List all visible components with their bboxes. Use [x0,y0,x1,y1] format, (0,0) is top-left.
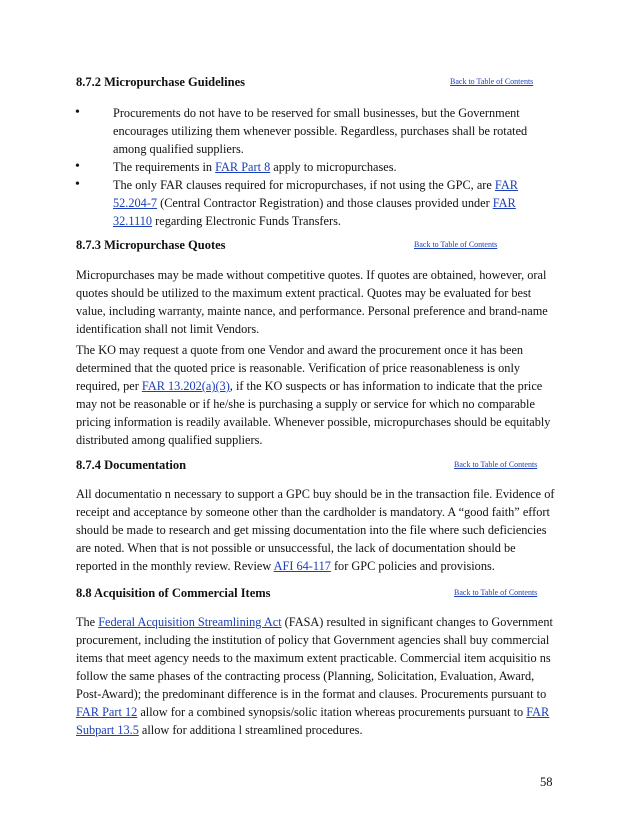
section-874-title: 8.7.4 Documentation [76,458,187,472]
s873-p1-line-1: Micropurchases may be made without competitive quotes. If quotes are obtained, however, oral [76,268,547,282]
s88-line-2: procurement, including the institution of policy that Government agencies shall buy commercial [76,633,550,647]
section-873-heading [76,238,566,256]
far-52-204-7-link[interactable]: FAR [494,178,518,192]
bullet-dot: • [75,105,80,120]
s873-p1-line-4: identification shall not limit Vendors. [76,322,260,336]
bullet-2-line [113,158,397,176]
s88-text: allow for additiona l streamlined procedures. [138,723,363,737]
s873-p2-line-4: may not be reasonable or if he/she is purchasing a supply or service for which no comparable [76,397,535,411]
section-88-heading [76,586,566,604]
s88-text: allow for a combined synopsis/solic itation whereas procurements pursuant to [137,705,527,719]
s88-line-3: items that meet agency needs to the maximum extent practicable. Commercial item acquisitio ns [76,651,551,665]
s874-line-3: should be made to research and get missing documentation into the file where such deficiencies [76,523,547,537]
far-subpart-13-5-link[interactable]: FAR [526,705,550,719]
bullet-3-line-1 [113,176,518,194]
s873-p2-line-1: The KO may request a quote from one Vendor and award the procurement once it has been [76,343,524,357]
bullet-3-text: The only FAR clauses required for micropurchases, if not using the GPC, are [113,178,495,192]
s88-line-6 [76,703,549,721]
bullet-1-line-2: encourages utilizing them whenever possible. Regardless, purchases shall be rotated [113,124,528,138]
s874-line-4: are noted. When that is not possible or unsuccessful, the lack of documentation should be [76,541,516,555]
bullet-3-text: regarding Electronic Funds Transfers. [152,214,341,228]
bullet-dot: • [75,159,80,174]
s88-line-1 [76,613,553,631]
section-873-title: 8.7.3 Micropurchase Quotes [76,238,226,252]
page-number: 58 [540,775,553,789]
s873-p2-text: , if the KO suspects or has information to indicate that the price [229,379,543,393]
far-subpart-13-5-link[interactable]: Subpart 13.5 [76,723,139,737]
section-874-heading [76,458,566,476]
bullet-1-line-3: among qualified suppliers. [113,142,244,156]
back-to-toc-link-873[interactable]: Back to Table of Contents [414,240,498,249]
s874-line-5 [76,557,495,575]
section-872-heading [76,75,566,93]
far-part-12-link[interactable]: FAR Part 12 [76,705,138,719]
far-13-202-link[interactable]: FAR 13.202(a)(3) [141,379,230,393]
s873-p2-line-2: determined that the quoted price is reasonable. Verification of price reasonableness is only [76,361,521,375]
s873-p1-line-2: quotes should be utilized to the maximum extent practical. Quotes may be evaluated for best [76,286,532,300]
s88-line-7 [76,721,363,739]
bullet-3-line-2 [113,194,516,212]
s88-line-4: follow the same phases of the contracting process (Planning, Solicitation, Evaluation, Award, [76,669,535,683]
s874-text: for GPC policies and provisions. [330,559,495,573]
s874-line-1: All documentatio n necessary to support a GPC buy should be in the transaction file. Evidence of [76,487,555,501]
bullet-3-line-3 [113,212,341,230]
far-32-1110-link[interactable]: FAR [492,196,516,210]
s874-line-2: receipt and acceptance by someone other than the cardholder is mandatory. A “good faith” effort [76,505,550,519]
far-32-1110-link[interactable]: 32.1110 [113,214,153,228]
far-part-8-link[interactable]: FAR Part 8 [215,160,271,174]
s873-p1-line-3: value, including warranty, mainte nance, and performance. Personal preference and brand-name [76,304,548,318]
section-88-title: 8.8 Acquisition of Commercial Items [76,586,271,600]
bullet-1-line-1: Procurements do not have to be reserved for small businesses, but the Government [113,106,520,120]
fasa-link[interactable]: Federal Acquisition Streamlining Act [98,615,282,629]
back-to-toc-link-872[interactable]: Back to Table of Contents [450,77,534,86]
section-872-title: 8.7.2 Micropurchase Guidelines [76,75,245,89]
far-52-204-7-link[interactable]: 52.204-7 [113,196,158,210]
s873-p2-line-5: pricing information is readily available. Whenever possible, micropurchases should be equitably [76,415,551,429]
bullet-2-text-pre: The requirements in [113,160,216,174]
s88-line-5: Post-Award); the predominant difference is in the format and clauses. Procurements pursuant to [76,687,547,701]
bullet-2-text-post: apply to micropurchases. [270,160,397,174]
afi-64-117-link[interactable]: AFI 64-117 [273,559,331,573]
s88-text: (FASA) resulted in significant changes to Government [281,615,553,629]
s873-p2-line-3 [76,377,542,395]
s873-p2-line-6: distributed among qualified suppliers. [76,433,263,447]
bullet-3-text: (Central Contractor Registration) and those clauses provided under [157,196,493,210]
back-to-toc-link-874[interactable]: Back to Table of Contents [454,460,538,469]
s874-text: reported in the monthly review. Review [76,559,274,573]
s873-p2-text: required, per [76,379,142,393]
s88-text: The [76,615,99,629]
back-to-toc-link-88[interactable]: Back to Table of Contents [454,588,538,597]
bullet-dot: • [75,177,80,192]
